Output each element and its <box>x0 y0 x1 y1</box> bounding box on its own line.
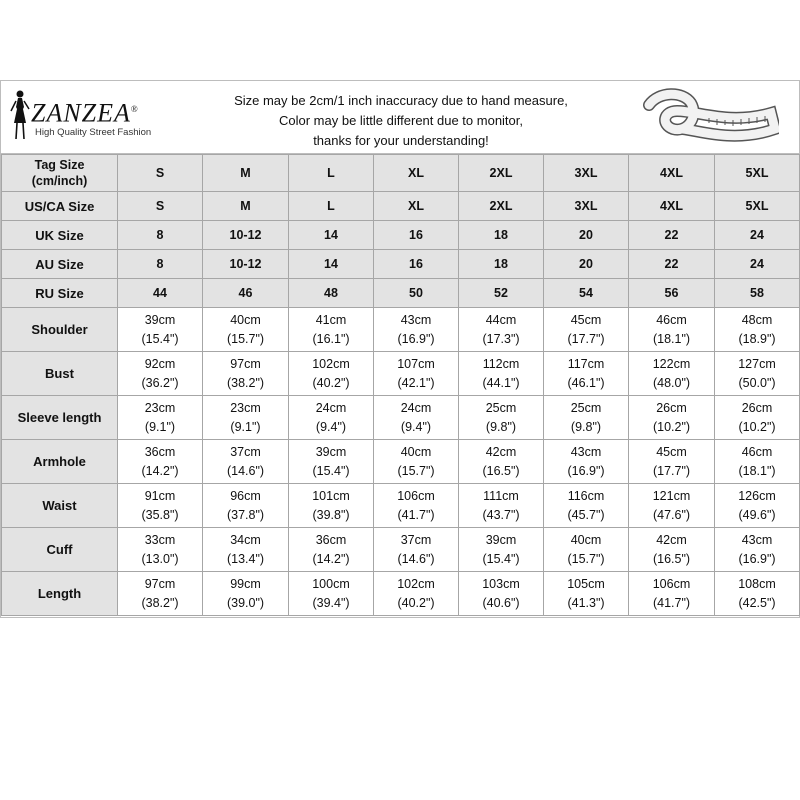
size-header-row <box>2 250 800 279</box>
chart-header <box>1 81 799 154</box>
inch-value: (42.1") <box>397 375 435 390</box>
size-cell: 16 <box>374 250 459 279</box>
inch-value: (46.1") <box>567 375 605 390</box>
cm-value: 39cm <box>315 444 347 459</box>
cm-value: 40cm <box>230 312 261 327</box>
measurement-cell <box>629 396 715 440</box>
measurement-row <box>2 396 800 440</box>
inch-value: (15.4") <box>141 331 179 346</box>
measurement-cell <box>118 440 203 484</box>
inch-value: (9.8") <box>570 419 602 434</box>
measurement-cell <box>629 528 715 572</box>
size-cell: 3XL <box>544 155 629 192</box>
size-cell: 10-12 <box>203 250 289 279</box>
measurement-notice <box>191 91 611 151</box>
row-label: Shoulder <box>2 308 118 352</box>
row-label: Sleeve length <box>2 396 118 440</box>
inch-value: (49.6") <box>738 507 776 522</box>
inch-value: (16.1") <box>312 331 350 346</box>
measurement-row <box>2 308 800 352</box>
measurement-cell <box>289 484 374 528</box>
cm-value: 25cm <box>570 400 602 415</box>
cm-value: 44cm <box>485 312 517 327</box>
inch-value: (15.7") <box>397 463 435 478</box>
size-cell: 46 <box>203 279 289 308</box>
inch-value: (41.3") <box>567 595 605 610</box>
row-label: Cuff <box>2 528 118 572</box>
size-cell: 8 <box>118 250 203 279</box>
inch-value: (17.3") <box>482 331 520 346</box>
cm-value: 37cm <box>230 444 261 459</box>
measurement-row <box>2 484 800 528</box>
measurement-cell <box>118 572 203 616</box>
size-cell: 16 <box>374 221 459 250</box>
measurement-cell <box>289 396 374 440</box>
measurement-cell <box>289 352 374 396</box>
inch-value: (41.7") <box>397 507 435 522</box>
cm-value: 24cm <box>400 400 432 415</box>
cm-value: 23cm <box>230 400 261 415</box>
measurement-cell <box>459 484 544 528</box>
measurement-cell <box>459 308 544 352</box>
cm-value: 26cm <box>656 400 687 415</box>
measuring-tape-icon <box>639 85 779 147</box>
cm-value: 46cm <box>741 444 773 459</box>
measurement-cell <box>203 484 289 528</box>
inch-value: (35.8") <box>141 507 179 522</box>
size-cell: 50 <box>374 279 459 308</box>
cm-value: 39cm <box>485 532 517 547</box>
measurement-cell <box>203 440 289 484</box>
cm-value: 34cm <box>230 532 261 547</box>
cm-value: 39cm <box>144 312 176 327</box>
size-cell: 4XL <box>629 192 715 221</box>
notice-line: Color may be little different due to monitor, <box>279 113 523 128</box>
measurement-row <box>2 352 800 396</box>
brand-tagline: High Quality Street Fashion <box>35 127 152 138</box>
size-cell: 52 <box>459 279 544 308</box>
inch-value: (48.0") <box>652 375 691 390</box>
cm-value: 42cm <box>656 532 687 547</box>
size-cell: L <box>289 155 374 192</box>
measurement-cell <box>459 528 544 572</box>
size-cell: 5XL <box>715 155 800 192</box>
cm-value: 91cm <box>144 488 176 503</box>
measurement-cell <box>459 352 544 396</box>
size-cell: 8 <box>118 221 203 250</box>
inch-value: (9.4") <box>400 419 432 434</box>
size-cell: 10-12 <box>203 221 289 250</box>
size-cell: 14 <box>289 250 374 279</box>
inch-value: (18.1") <box>652 331 691 346</box>
inch-value: (16.9") <box>567 463 605 478</box>
cm-value: 107cm <box>397 356 435 371</box>
inch-value: (43.7") <box>482 507 520 522</box>
size-cell: 24 <box>715 221 800 250</box>
inch-value: (9.1") <box>144 419 176 434</box>
measurement-cell <box>544 484 629 528</box>
inch-value: (37.8") <box>226 507 265 522</box>
cm-value: 40cm <box>400 444 432 459</box>
measurement-cell <box>715 440 800 484</box>
cm-value: 101cm <box>312 488 350 503</box>
size-cell: 5XL <box>715 192 800 221</box>
cm-value: 24cm <box>315 400 347 415</box>
measurement-cell <box>203 352 289 396</box>
cm-value: 36cm <box>144 444 176 459</box>
cm-value: 105cm <box>567 576 605 591</box>
measurement-cell <box>118 352 203 396</box>
cm-value: 96cm <box>230 488 261 503</box>
cm-value: 106cm <box>397 488 435 503</box>
inch-value: (14.6") <box>226 463 265 478</box>
inch-value: (47.6") <box>652 507 691 522</box>
size-header-row <box>2 279 800 308</box>
size-cell: 22 <box>629 250 715 279</box>
row-label: Armhole <box>2 440 118 484</box>
inch-value: (15.7") <box>567 551 605 566</box>
cm-value: 43cm <box>570 444 602 459</box>
measurement-cell <box>544 440 629 484</box>
measurement-cell <box>118 528 203 572</box>
size-header-row <box>2 221 800 250</box>
cm-value: 108cm <box>738 576 776 591</box>
measurement-cell <box>629 308 715 352</box>
cm-value: 121cm <box>652 488 691 503</box>
measurement-cell <box>289 308 374 352</box>
inch-value: (16.9") <box>397 331 435 346</box>
cm-value: 102cm <box>397 576 435 591</box>
brand-logo <box>5 89 175 145</box>
measurement-cell <box>459 572 544 616</box>
inch-value: (18.9") <box>738 331 776 346</box>
inch-value: (50.0") <box>738 375 776 390</box>
inch-value: (14.2") <box>141 463 179 478</box>
inch-value: (17.7") <box>652 463 691 478</box>
inch-value: (13.0") <box>141 551 179 566</box>
row-label: Tag Size (cm/inch) <box>2 155 118 192</box>
inch-value: (14.2") <box>312 551 350 566</box>
measurement-cell <box>544 528 629 572</box>
cm-value: 97cm <box>144 576 176 591</box>
cm-value: 126cm <box>738 488 776 503</box>
inch-value: (15.4") <box>312 463 350 478</box>
measurement-cell <box>629 572 715 616</box>
row-label: Length <box>2 572 118 616</box>
size-header-row <box>2 155 800 192</box>
inch-value: (40.6") <box>482 595 520 610</box>
size-cell: 14 <box>289 221 374 250</box>
cm-value: 127cm <box>738 356 776 371</box>
size-cell: 18 <box>459 221 544 250</box>
size-chart <box>0 80 800 618</box>
cm-value: 26cm <box>741 400 773 415</box>
measurement-cell <box>374 528 459 572</box>
measurement-cell <box>374 572 459 616</box>
size-cell: XL <box>374 192 459 221</box>
size-cell: 4XL <box>629 155 715 192</box>
inch-value: (38.2") <box>226 375 265 390</box>
cm-value: 111cm <box>483 488 519 503</box>
cm-value: 25cm <box>485 400 517 415</box>
inch-value: (40.2") <box>397 595 435 610</box>
cm-value: 45cm <box>570 312 602 327</box>
inch-value: (44.1") <box>482 375 520 390</box>
inch-value: (42.5") <box>738 595 776 610</box>
inch-value: (15.7") <box>226 331 265 346</box>
measurement-cell <box>374 352 459 396</box>
cm-value: 112cm <box>482 356 520 371</box>
size-table <box>1 154 800 616</box>
cm-value: 42cm <box>485 444 517 459</box>
measurement-cell <box>544 396 629 440</box>
measurement-cell <box>289 528 374 572</box>
measurement-cell <box>289 440 374 484</box>
inch-value: (14.6") <box>397 551 435 566</box>
inch-value: (9.1") <box>230 419 261 434</box>
inch-value: (39.4") <box>312 595 350 610</box>
notice-line: Size may be 2cm/1 inch inaccuracy due to hand measure, <box>234 93 568 108</box>
size-cell: 2XL <box>459 192 544 221</box>
measurement-cell <box>544 308 629 352</box>
inch-value: (39.0") <box>226 595 265 610</box>
measurement-cell <box>289 572 374 616</box>
row-label: US/CA Size <box>2 192 118 221</box>
measurement-cell <box>118 484 203 528</box>
measurement-cell <box>715 528 800 572</box>
measurement-cell <box>629 352 715 396</box>
measurement-cell <box>715 484 800 528</box>
size-cell: L <box>289 192 374 221</box>
measurement-cell <box>715 352 800 396</box>
measurement-cell <box>544 572 629 616</box>
cm-value: 102cm <box>312 356 350 371</box>
measurement-cell <box>715 308 800 352</box>
size-cell: 48 <box>289 279 374 308</box>
inch-value: (38.2") <box>141 595 179 610</box>
size-cell: S <box>118 192 203 221</box>
measurement-cell <box>118 308 203 352</box>
size-cell: 56 <box>629 279 715 308</box>
size-cell: 20 <box>544 221 629 250</box>
cm-value: 43cm <box>400 312 432 327</box>
measurement-cell <box>715 396 800 440</box>
size-cell: 58 <box>715 279 800 308</box>
measurement-cell <box>374 440 459 484</box>
cm-value: 48cm <box>741 312 773 327</box>
cm-value: 117cm <box>567 356 605 371</box>
measurement-row <box>2 440 800 484</box>
brand-name: ZANZEA® <box>31 98 139 128</box>
inch-value: (10.2") <box>738 419 776 434</box>
cm-value: 92cm <box>144 356 176 371</box>
size-cell: M <box>203 155 289 192</box>
measurement-row <box>2 528 800 572</box>
size-cell: 44 <box>118 279 203 308</box>
cm-value: 41cm <box>315 312 347 327</box>
measurement-cell <box>544 352 629 396</box>
cm-value: 36cm <box>315 532 347 547</box>
measurement-cell <box>203 528 289 572</box>
size-cell: 3XL <box>544 192 629 221</box>
row-label: AU Size <box>2 250 118 279</box>
measurement-cell <box>459 440 544 484</box>
cm-value: 46cm <box>656 312 687 327</box>
cm-value: 37cm <box>400 532 432 547</box>
measurement-cell <box>374 308 459 352</box>
size-cell: M <box>203 192 289 221</box>
measurement-cell <box>374 396 459 440</box>
size-cell: 18 <box>459 250 544 279</box>
row-label: Waist <box>2 484 118 528</box>
measurement-cell <box>118 396 203 440</box>
row-label: RU Size <box>2 279 118 308</box>
inch-value: (17.7") <box>567 331 605 346</box>
inch-value: (10.2") <box>652 419 691 434</box>
inch-value: (16.5") <box>482 463 520 478</box>
inch-value: (18.1") <box>738 463 776 478</box>
cm-value: 45cm <box>656 444 687 459</box>
cm-value: 122cm <box>652 356 691 371</box>
cm-value: 33cm <box>144 532 176 547</box>
cm-value: 103cm <box>482 576 520 591</box>
measurement-cell <box>203 308 289 352</box>
inch-value: (9.4") <box>315 419 347 434</box>
inch-value: (36.2") <box>141 375 179 390</box>
row-label: UK Size <box>2 221 118 250</box>
cm-value: 23cm <box>144 400 176 415</box>
inch-value: (16.9") <box>738 551 776 566</box>
size-cell: 22 <box>629 221 715 250</box>
cm-value: 100cm <box>312 576 350 591</box>
size-header-row <box>2 192 800 221</box>
inch-value: (16.5") <box>652 551 691 566</box>
size-cell: 20 <box>544 250 629 279</box>
cm-value: 99cm <box>230 576 261 591</box>
fashion-figure-icon <box>7 89 33 143</box>
inch-value: (39.8") <box>312 507 350 522</box>
cm-value: 97cm <box>230 356 261 371</box>
size-cell: 2XL <box>459 155 544 192</box>
cm-value: 116cm <box>567 488 605 503</box>
inch-value: (13.4") <box>226 551 265 566</box>
inch-value: (9.8") <box>485 419 517 434</box>
row-label: Bust <box>2 352 118 396</box>
size-cell: S <box>118 155 203 192</box>
measurement-cell <box>629 484 715 528</box>
inch-value: (45.7") <box>567 507 605 522</box>
measurement-cell <box>715 572 800 616</box>
notice-line: thanks for your understanding! <box>313 133 489 148</box>
measurement-cell <box>203 572 289 616</box>
cm-value: 106cm <box>652 576 691 591</box>
size-cell: 54 <box>544 279 629 308</box>
inch-value: (41.7") <box>652 595 691 610</box>
measurement-cell <box>203 396 289 440</box>
measurement-cell <box>374 484 459 528</box>
size-cell: XL <box>374 155 459 192</box>
cm-value: 43cm <box>741 532 773 547</box>
cm-value: 40cm <box>570 532 602 547</box>
measurement-row <box>2 572 800 616</box>
inch-value: (40.2") <box>312 375 350 390</box>
inch-value: (15.4") <box>482 551 520 566</box>
measurement-cell <box>459 396 544 440</box>
size-cell: 24 <box>715 250 800 279</box>
measurement-cell <box>629 440 715 484</box>
